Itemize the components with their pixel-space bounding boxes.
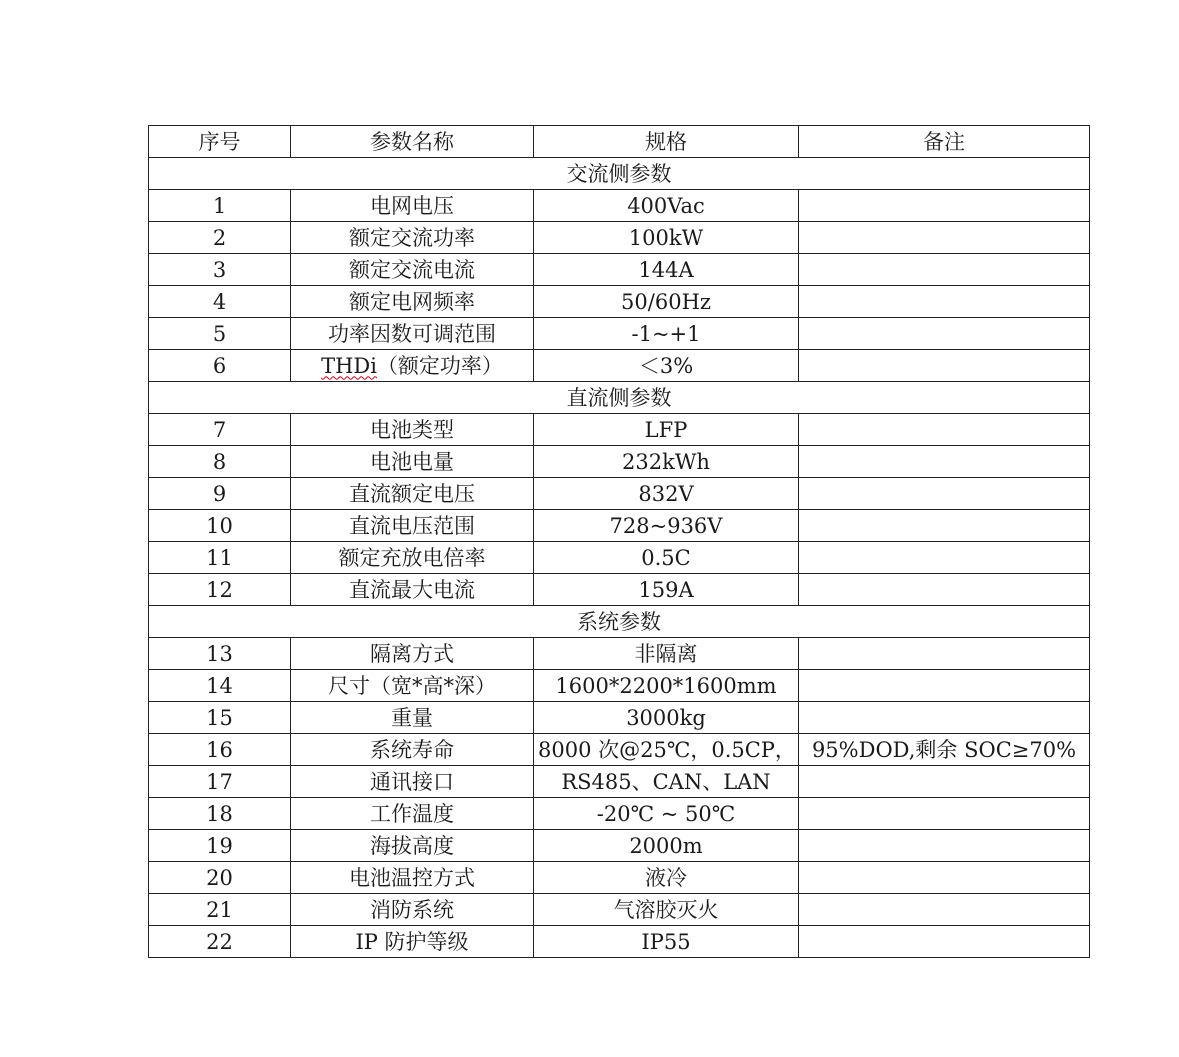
row-no: 17 bbox=[149, 766, 291, 798]
row-note bbox=[799, 414, 1090, 446]
row-note bbox=[799, 798, 1090, 830]
row-name bbox=[291, 350, 534, 382]
row-no: 21 bbox=[149, 894, 291, 926]
row-note bbox=[799, 766, 1090, 798]
table-row bbox=[149, 702, 1090, 734]
row-no: 7 bbox=[149, 414, 291, 446]
row-spec: 100kW bbox=[534, 222, 799, 254]
row-name: 直流额定电压 bbox=[291, 478, 534, 510]
table-row bbox=[149, 798, 1090, 830]
row-note bbox=[799, 190, 1090, 222]
table-row bbox=[149, 222, 1090, 254]
table-row bbox=[149, 414, 1090, 446]
table-row bbox=[149, 510, 1090, 542]
row-note bbox=[799, 254, 1090, 286]
section-title-row bbox=[149, 382, 1090, 414]
row-no: 14 bbox=[149, 670, 291, 702]
row-spec: 50/60Hz bbox=[534, 286, 799, 318]
row-no: 10 bbox=[149, 510, 291, 542]
row-no: 19 bbox=[149, 830, 291, 862]
table-row bbox=[149, 286, 1090, 318]
header-cell-note: 备注 bbox=[799, 126, 1090, 158]
row-no: 1 bbox=[149, 190, 291, 222]
row-spec: RS485、CAN、LAN bbox=[534, 766, 799, 798]
row-note bbox=[799, 542, 1090, 574]
row-no: 8 bbox=[149, 446, 291, 478]
row-note bbox=[799, 350, 1090, 382]
table-row bbox=[149, 894, 1090, 926]
row-spec: 1600*2200*1600mm bbox=[534, 670, 799, 702]
table-row bbox=[149, 190, 1090, 222]
header-cell-spec: 规格 bbox=[534, 126, 799, 158]
row-no: 18 bbox=[149, 798, 291, 830]
row-name: 电网电压 bbox=[291, 190, 534, 222]
table-row bbox=[149, 446, 1090, 478]
row-name: 功率因数可调范围 bbox=[291, 318, 534, 350]
row-note bbox=[799, 894, 1090, 926]
parameter-table bbox=[148, 125, 1090, 958]
row-no: 11 bbox=[149, 542, 291, 574]
row-name: 隔离方式 bbox=[291, 638, 534, 670]
row-spec: 832V bbox=[534, 478, 799, 510]
table-row bbox=[149, 670, 1090, 702]
row-spec: 2000m bbox=[534, 830, 799, 862]
table-row bbox=[149, 830, 1090, 862]
header-cell-name: 参数名称 bbox=[291, 126, 534, 158]
row-name: 尺寸（宽*高*深） bbox=[291, 670, 534, 702]
spellcheck-underlined-term: THDi bbox=[321, 353, 377, 378]
row-no: 13 bbox=[149, 638, 291, 670]
section-title-ac: 交流侧参数 bbox=[149, 158, 1090, 190]
row-note bbox=[799, 926, 1090, 958]
table-row bbox=[149, 926, 1090, 958]
row-spec: 液冷 bbox=[534, 862, 799, 894]
row-spec: 400Vac bbox=[534, 190, 799, 222]
row-spec: -1~+1 bbox=[534, 318, 799, 350]
row-name: 电池温控方式 bbox=[291, 862, 534, 894]
section-title-row bbox=[149, 158, 1090, 190]
row-name: 系统寿命 bbox=[291, 734, 534, 766]
row-name: 电池电量 bbox=[291, 446, 534, 478]
row-name: 海拔高度 bbox=[291, 830, 534, 862]
row-name: 直流最大电流 bbox=[291, 574, 534, 606]
row-note bbox=[799, 638, 1090, 670]
row-name: 工作温度 bbox=[291, 798, 534, 830]
row-name-suffix: （额定功率） bbox=[376, 353, 503, 378]
row-no: 5 bbox=[149, 318, 291, 350]
table-row bbox=[149, 254, 1090, 286]
row-note bbox=[799, 670, 1090, 702]
row-no: 16 bbox=[149, 734, 291, 766]
row-name: 电池类型 bbox=[291, 414, 534, 446]
row-name: 额定交流电流 bbox=[291, 254, 534, 286]
row-note bbox=[799, 702, 1090, 734]
row-name: 额定交流功率 bbox=[291, 222, 534, 254]
row-spec: IP55 bbox=[534, 926, 799, 958]
row-no: 20 bbox=[149, 862, 291, 894]
row-note bbox=[799, 830, 1090, 862]
row-spec: 非隔离 bbox=[534, 638, 799, 670]
header-row bbox=[149, 126, 1090, 158]
row-note bbox=[799, 318, 1090, 350]
row-no: 3 bbox=[149, 254, 291, 286]
row-no: 6 bbox=[149, 350, 291, 382]
row-spec: 232kWh bbox=[534, 446, 799, 478]
row-spec: ＜3% bbox=[534, 350, 799, 382]
row-spec: 144A bbox=[534, 254, 799, 286]
row-note bbox=[799, 574, 1090, 606]
table-row bbox=[149, 862, 1090, 894]
row-note bbox=[799, 510, 1090, 542]
row-spec: 气溶胶灭火 bbox=[534, 894, 799, 926]
row-spec: 0.5C bbox=[534, 542, 799, 574]
row-name: 通讯接口 bbox=[291, 766, 534, 798]
row-no: 22 bbox=[149, 926, 291, 958]
row-name: 直流电压范围 bbox=[291, 510, 534, 542]
section-title-system: 系统参数 bbox=[149, 606, 1090, 638]
row-spec: LFP bbox=[534, 414, 799, 446]
table-row bbox=[149, 766, 1090, 798]
row-note bbox=[799, 446, 1090, 478]
row-no: 15 bbox=[149, 702, 291, 734]
row-note bbox=[799, 862, 1090, 894]
row-spec: 8000 次@25℃，0.5CP， bbox=[534, 734, 799, 766]
header-cell-no: 序号 bbox=[149, 126, 291, 158]
table-row bbox=[149, 350, 1090, 382]
table-row bbox=[149, 478, 1090, 510]
table-row bbox=[149, 574, 1090, 606]
row-name: IP 防护等级 bbox=[291, 926, 534, 958]
table-row bbox=[149, 734, 1090, 766]
row-note bbox=[799, 222, 1090, 254]
row-note: 95%DOD,剩余 SOC≥70% bbox=[799, 734, 1090, 766]
row-name: 重量 bbox=[291, 702, 534, 734]
row-note bbox=[799, 478, 1090, 510]
row-no: 12 bbox=[149, 574, 291, 606]
table-row bbox=[149, 542, 1090, 574]
row-note bbox=[799, 286, 1090, 318]
section-title-dc: 直流侧参数 bbox=[149, 382, 1090, 414]
row-no: 2 bbox=[149, 222, 291, 254]
row-name: 消防系统 bbox=[291, 894, 534, 926]
table-row bbox=[149, 318, 1090, 350]
row-name: 额定电网频率 bbox=[291, 286, 534, 318]
row-no: 9 bbox=[149, 478, 291, 510]
row-spec: -20℃ ~ 50℃ bbox=[534, 798, 799, 830]
section-title-row bbox=[149, 606, 1090, 638]
table-row bbox=[149, 638, 1090, 670]
row-name: 额定充放电倍率 bbox=[291, 542, 534, 574]
row-spec: 728~936V bbox=[534, 510, 799, 542]
row-no: 4 bbox=[149, 286, 291, 318]
row-spec: 3000kg bbox=[534, 702, 799, 734]
row-spec: 159A bbox=[534, 574, 799, 606]
